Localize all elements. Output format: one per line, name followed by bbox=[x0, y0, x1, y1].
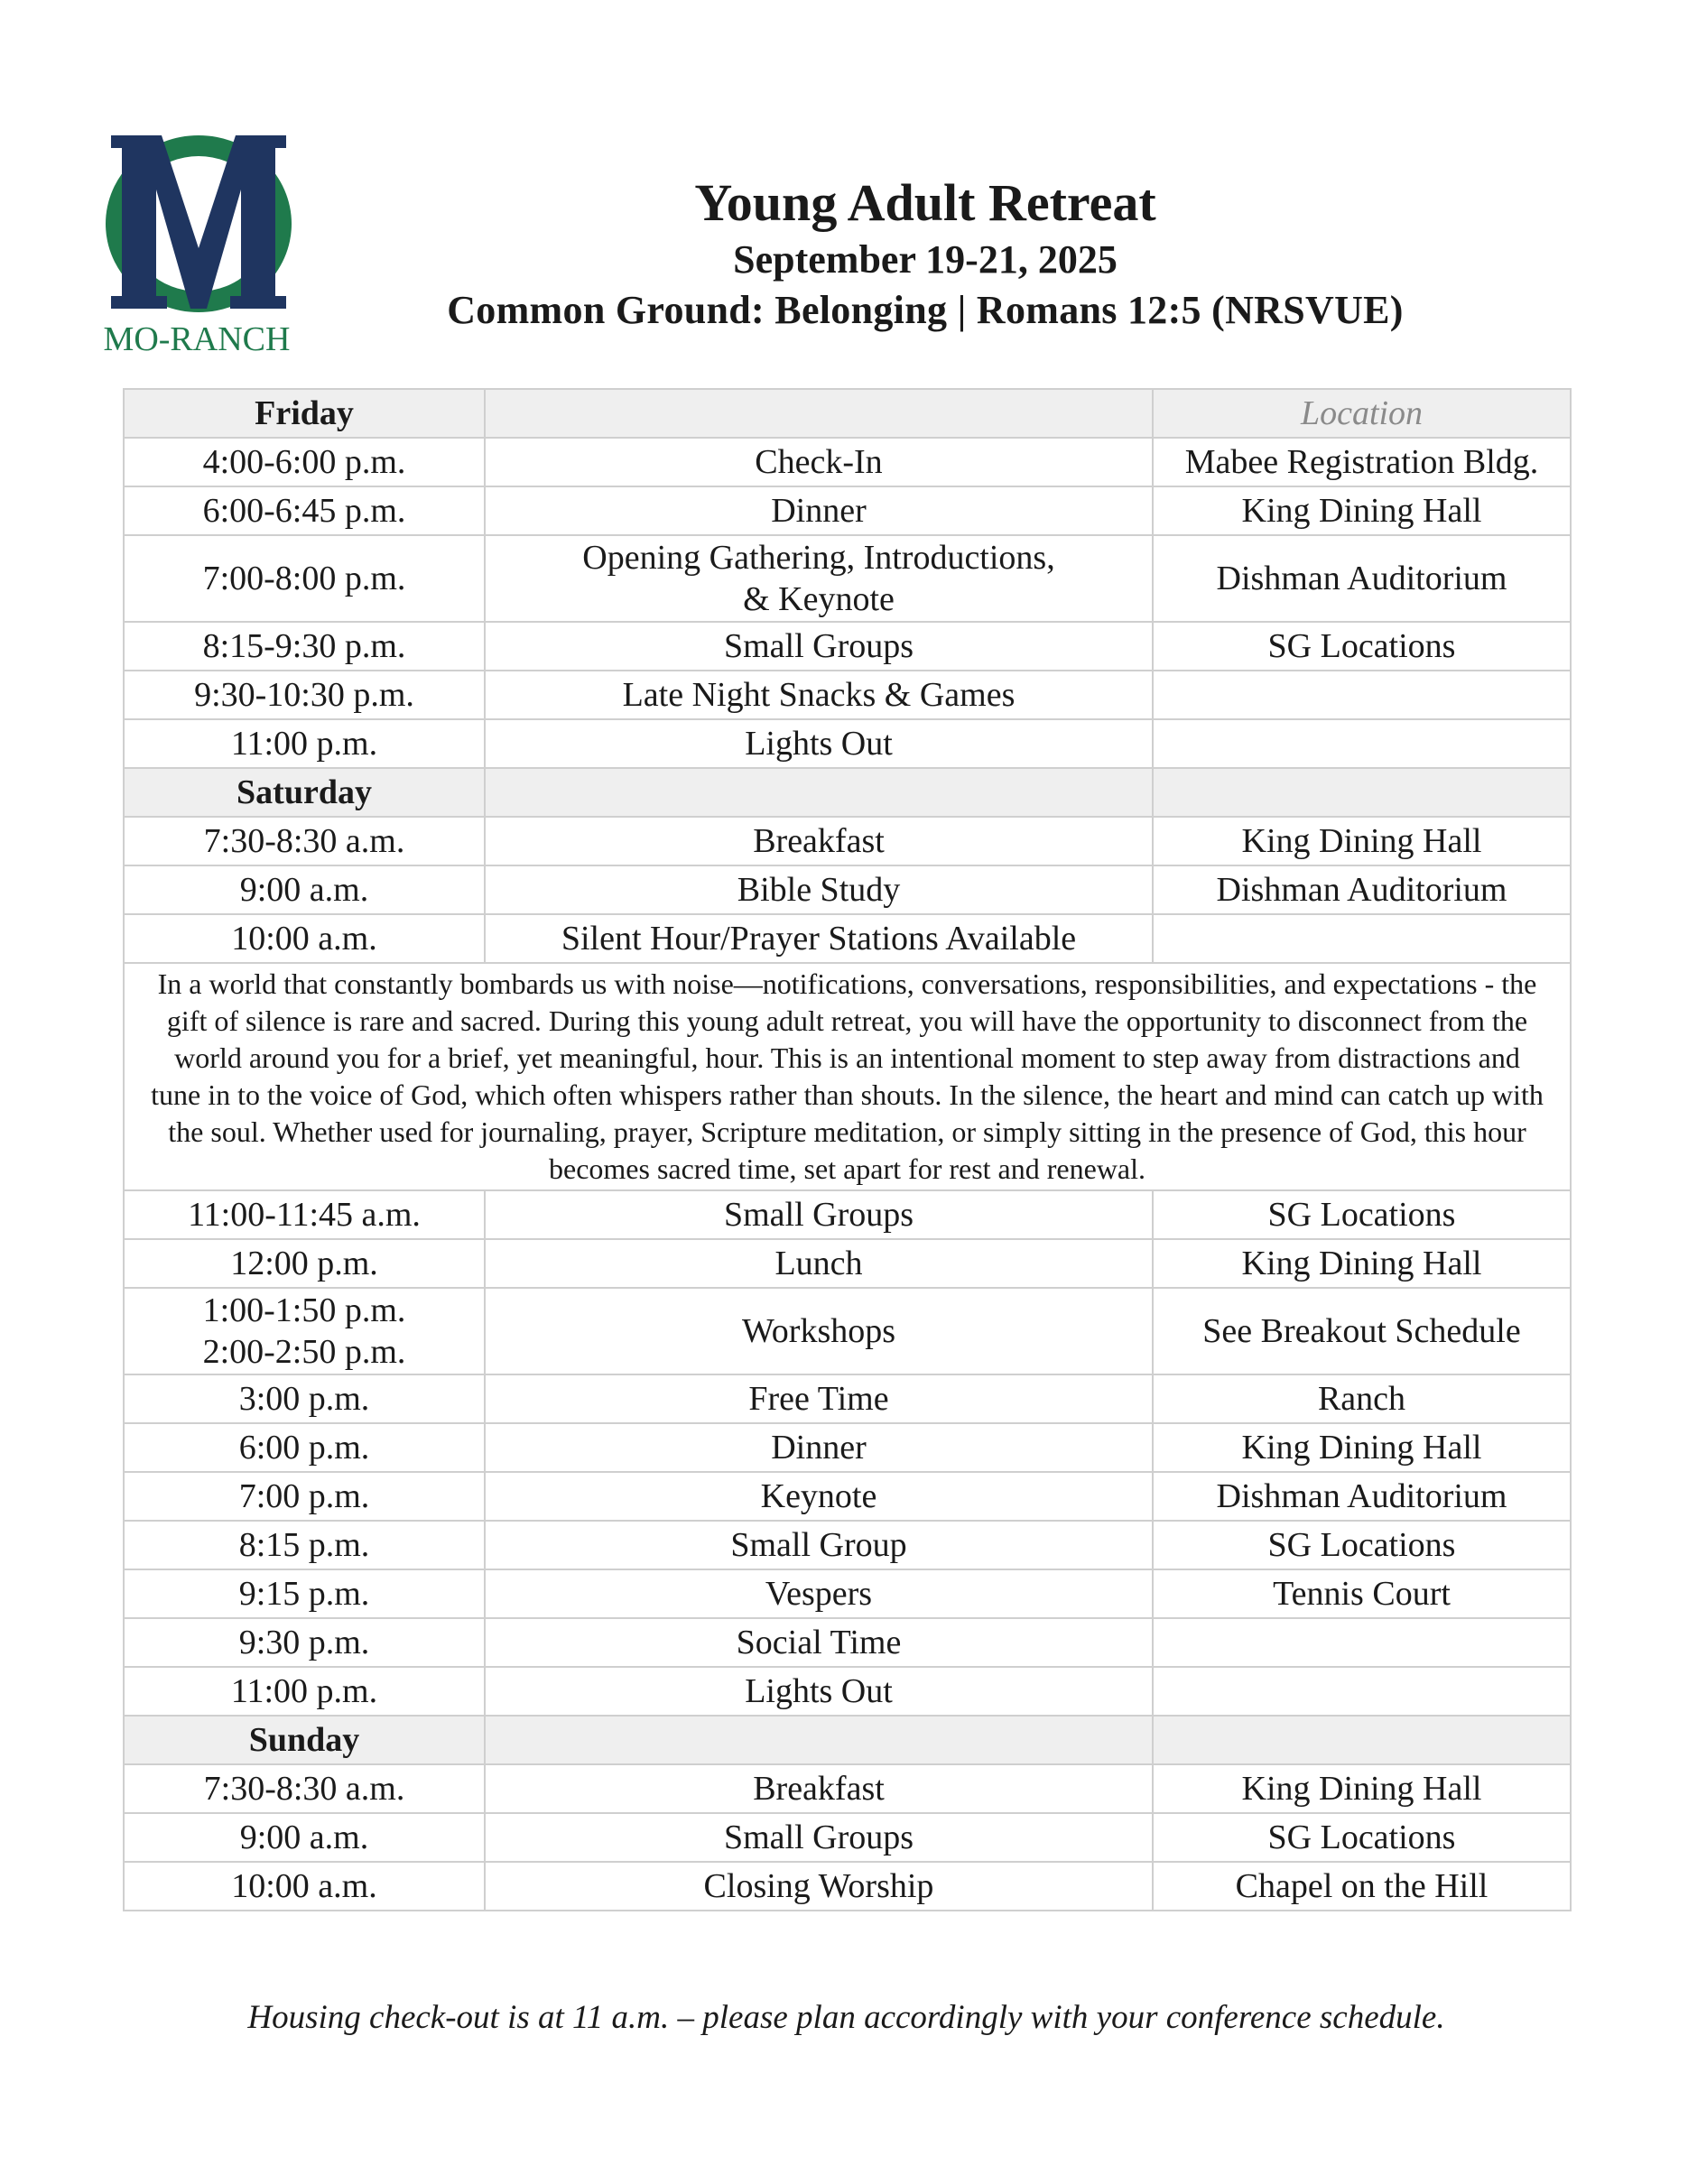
mo-ranch-logo-text: MO-RANCH bbox=[103, 320, 291, 358]
time-cell: 6:00-6:45 p.m. bbox=[124, 486, 485, 535]
event-cell: Bible Study bbox=[485, 865, 1153, 914]
time-line: 1:00-1:50 p.m. bbox=[202, 1291, 406, 1329]
time-cell: 7:30-8:30 a.m. bbox=[124, 1764, 485, 1813]
event-cell bbox=[485, 535, 1153, 622]
time-cell: 12:00 p.m. bbox=[124, 1239, 485, 1288]
day-name: Saturday bbox=[124, 768, 485, 817]
schedule-row bbox=[124, 535, 1571, 622]
checkout-footnote: Housing check-out is at 11 a.m. – please plan accordingly with your conference schedule. bbox=[247, 1999, 1445, 2036]
schedule-row bbox=[124, 1569, 1571, 1618]
time-cell: 3:00 p.m. bbox=[124, 1374, 485, 1423]
location-cell: King Dining Hall bbox=[1153, 1423, 1571, 1472]
schedule-row bbox=[124, 817, 1571, 865]
location-cell: SG Locations bbox=[1153, 1521, 1571, 1569]
schedule-row bbox=[124, 438, 1571, 486]
schedule-row bbox=[124, 486, 1571, 535]
event-cell: Late Night Snacks & Games bbox=[485, 671, 1153, 719]
event-dates: September 19-21, 2025 bbox=[733, 237, 1118, 282]
silent-hour-description: In a world that constantly bombards us with noise—notifications, conversations, responsibilities, and expectations - the gift of silence is rare and sacred. During this young adult retreat, you will have the opportunity to disconnect from the world around you for a brief, yet meaningful, hour. This is an intentional moment to step away from distractions and tune in to the voice of God, which often whispers rather than shouts. In the silence, the heart and mind can catch up with the soul. Whether used for journaling, prayer, Scripture meditation, or simply sitting in the presence of God, this hour becomes sacred time, set apart for rest and renewal. bbox=[124, 963, 1571, 1190]
schedule-row bbox=[124, 719, 1571, 768]
mo-ranch-logo bbox=[95, 126, 311, 361]
event-cell: Lunch bbox=[485, 1239, 1153, 1288]
time-cell: 11:00 p.m. bbox=[124, 1667, 485, 1716]
location-cell bbox=[1153, 671, 1571, 719]
location-cell: King Dining Hall bbox=[1153, 1764, 1571, 1813]
time-cell: 9:30-10:30 p.m. bbox=[124, 671, 485, 719]
event-cell: Breakfast bbox=[485, 1764, 1153, 1813]
location-cell bbox=[1153, 719, 1571, 768]
event-cell: Breakfast bbox=[485, 817, 1153, 865]
location-cell: SG Locations bbox=[1153, 1190, 1571, 1239]
location-cell bbox=[1153, 914, 1571, 963]
time-cell bbox=[124, 1288, 485, 1374]
schedule-row bbox=[124, 1190, 1571, 1239]
event-line: Opening Gathering, Introductions, bbox=[582, 539, 1055, 577]
time-cell: 10:00 a.m. bbox=[124, 914, 485, 963]
location-cell: SG Locations bbox=[1153, 1813, 1571, 1862]
event-cell: Small Groups bbox=[485, 1190, 1153, 1239]
page-title: Young Adult Retreat bbox=[694, 173, 1156, 232]
time-cell: 7:00-8:00 p.m. bbox=[124, 535, 485, 622]
event-cell: Workshops bbox=[485, 1288, 1153, 1374]
time-cell: 8:15-9:30 p.m. bbox=[124, 622, 485, 671]
time-cell: 6:00 p.m. bbox=[124, 1423, 485, 1472]
day-header-saturday bbox=[124, 768, 1571, 817]
event-cell: Vespers bbox=[485, 1569, 1153, 1618]
day-header-spacer bbox=[1153, 768, 1571, 817]
schedule-row bbox=[124, 1764, 1571, 1813]
time-cell: 11:00 p.m. bbox=[124, 719, 485, 768]
time-cell: 7:00 p.m. bbox=[124, 1472, 485, 1521]
mo-ranch-logo-mark bbox=[95, 126, 311, 361]
location-cell: Dishman Auditorium bbox=[1153, 865, 1571, 914]
schedule-row bbox=[124, 1423, 1571, 1472]
location-cell bbox=[1153, 1618, 1571, 1667]
location-cell: King Dining Hall bbox=[1153, 1239, 1571, 1288]
event-cell: Lights Out bbox=[485, 719, 1153, 768]
schedule-row bbox=[124, 1521, 1571, 1569]
schedule-row bbox=[124, 671, 1571, 719]
location-cell: Ranch bbox=[1153, 1374, 1571, 1423]
schedule-row bbox=[124, 1288, 1571, 1374]
location-cell: Tennis Court bbox=[1153, 1569, 1571, 1618]
event-cell: Check-In bbox=[485, 438, 1153, 486]
location-cell bbox=[1153, 1667, 1571, 1716]
time-cell: 8:15 p.m. bbox=[124, 1521, 485, 1569]
location-column-header: Location bbox=[1153, 389, 1571, 438]
time-cell: 11:00-11:45 a.m. bbox=[124, 1190, 485, 1239]
location-cell: King Dining Hall bbox=[1153, 486, 1571, 535]
schedule-row bbox=[124, 1472, 1571, 1521]
day-header-spacer bbox=[485, 1716, 1153, 1764]
time-cell: 9:15 p.m. bbox=[124, 1569, 485, 1618]
event-line: & Keynote bbox=[743, 580, 895, 618]
event-cell: Free Time bbox=[485, 1374, 1153, 1423]
silent-hour-description-row bbox=[124, 963, 1571, 1190]
day-header-spacer bbox=[1153, 1716, 1571, 1764]
location-cell: Mabee Registration Bldg. bbox=[1153, 438, 1571, 486]
schedule-row bbox=[124, 1374, 1571, 1423]
time-cell: 4:00-6:00 p.m. bbox=[124, 438, 485, 486]
page-header bbox=[343, 171, 1507, 336]
schedule-row bbox=[124, 914, 1571, 963]
schedule-row bbox=[124, 622, 1571, 671]
day-header-spacer bbox=[485, 768, 1153, 817]
schedule-row bbox=[124, 865, 1571, 914]
location-cell: SG Locations bbox=[1153, 622, 1571, 671]
event-cell: Social Time bbox=[485, 1618, 1153, 1667]
event-cell: Silent Hour/Prayer Stations Available bbox=[485, 914, 1153, 963]
location-cell: See Breakout Schedule bbox=[1153, 1288, 1571, 1374]
day-header-friday bbox=[124, 389, 1571, 438]
event-cell: Small Groups bbox=[485, 1813, 1153, 1862]
schedule-row bbox=[124, 1618, 1571, 1667]
event-cell: Small Group bbox=[485, 1521, 1153, 1569]
schedule-row bbox=[124, 1239, 1571, 1288]
event-cell: Closing Worship bbox=[485, 1862, 1153, 1911]
location-cell: Dishman Auditorium bbox=[1153, 535, 1571, 622]
location-cell: Chapel on the Hill bbox=[1153, 1862, 1571, 1911]
day-header-spacer bbox=[485, 389, 1153, 438]
time-cell: 7:30-8:30 a.m. bbox=[124, 817, 485, 865]
event-cell: Lights Out bbox=[485, 1667, 1153, 1716]
day-name: Friday bbox=[124, 389, 485, 438]
schedule-table bbox=[123, 388, 1572, 1911]
event-cell: Dinner bbox=[485, 1423, 1153, 1472]
day-name: Sunday bbox=[124, 1716, 485, 1764]
time-cell: 9:00 a.m. bbox=[124, 865, 485, 914]
event-cell: Keynote bbox=[485, 1472, 1153, 1521]
schedule-row bbox=[124, 1813, 1571, 1862]
day-header-sunday bbox=[124, 1716, 1571, 1764]
schedule-row bbox=[124, 1862, 1571, 1911]
time-cell: 9:30 p.m. bbox=[124, 1618, 485, 1667]
time-cell: 10:00 a.m. bbox=[124, 1862, 485, 1911]
event-cell: Small Groups bbox=[485, 622, 1153, 671]
schedule-row bbox=[124, 1667, 1571, 1716]
location-cell: Dishman Auditorium bbox=[1153, 1472, 1571, 1521]
location-cell: King Dining Hall bbox=[1153, 817, 1571, 865]
time-cell: 9:00 a.m. bbox=[124, 1813, 485, 1862]
time-line: 2:00-2:50 p.m. bbox=[202, 1333, 406, 1371]
event-theme: Common Ground: Belonging | Romans 12:5 (NRSVUE) bbox=[447, 288, 1404, 332]
event-cell: Dinner bbox=[485, 486, 1153, 535]
